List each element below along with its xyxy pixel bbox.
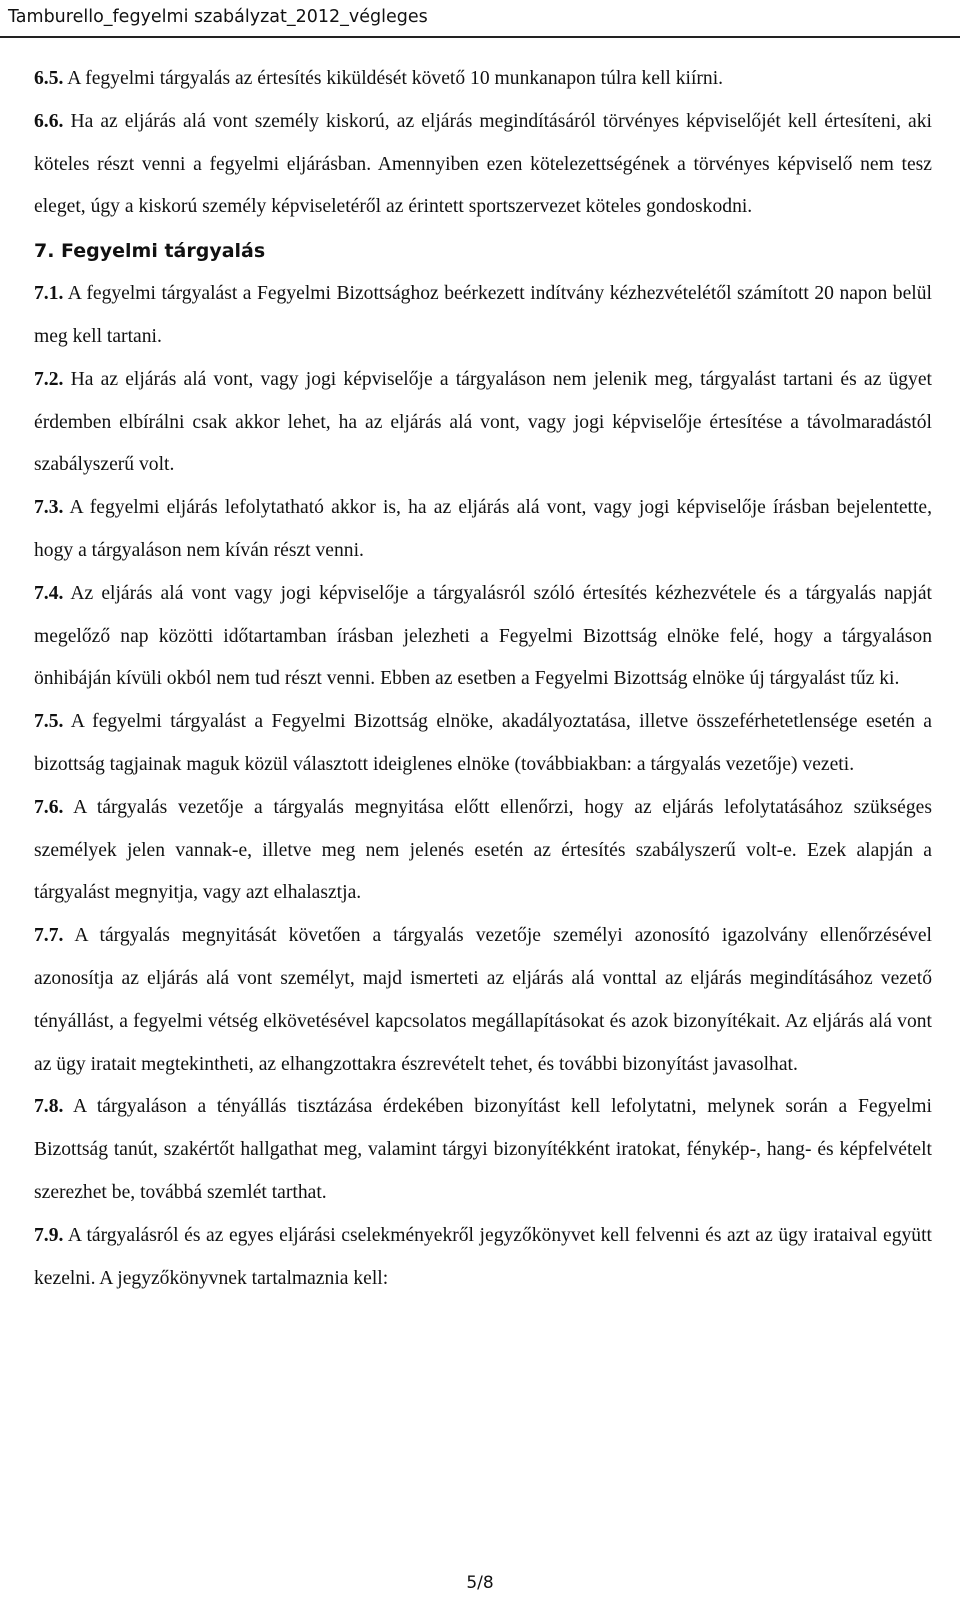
paragraph-number: 7.7. [34, 925, 64, 947]
document-header-title: Tamburello_fegyelmi szabályzat_2012_végleges [8, 7, 428, 27]
paragraph-text: Ha az eljárás alá vont személy kiskorú, az eljárás megindításáról törvényes képviselőjét kell értesíteni, aki köteles részt venni a fegyelmi eljárásban. Amennyiben ezen kötelezettségének a törvényes képviselő nem tesz eleget, úgy a kiskorú személy képviseletéről az érintett sportszervezet köteles gondoskodni. [34, 110, 932, 218]
paragraph-text: A tárgyalás megnyitását követően a tárgyalás vezetője személyi azonosító igazolvány ellenőrzésével azonosítja az eljárás alá vont személyt, majd ismerteti az eljárás alá vonttal az eljárás megindításához vezető tényállást, a fegyelmi vétség elkövetésével kapcsolatos megállapításokat és azok bizonyítékait. Az eljárás alá vont az ügy iratait megtekintheti, az elhangzottakra észrevételt tehet, és további bizonyítást javasolhat. [34, 925, 932, 1075]
paragraph-7-2 [34, 359, 932, 487]
paragraph-text: A tárgyalás vezetője a tárgyalás megnyitása előtt ellenőrzi, hogy az eljárás lefolytatásához szükséges személyek jelen vannak-e, illetve meg nem jelenés esetén az értesítés szabályszerű volt-e. Ezek alapján a tárgyalást megnyitja, vagy azt elhalasztja. [34, 796, 932, 904]
paragraph-6-5 [34, 58, 932, 101]
paragraph-number: 7.5. [34, 711, 64, 733]
section-heading: 7. Fegyelmi tárgyalás [34, 240, 266, 263]
paragraph-number: 7.2. [34, 368, 64, 390]
paragraph-number: 6.6. [34, 110, 64, 132]
paragraph-6-6 [34, 101, 932, 229]
paragraph-text: A fegyelmi eljárás lefolytatható akkor is, ha az eljárás alá vont, vagy jogi képviselője írásban bejelentette, hogy a tárgyaláson nem kíván részt venni. [34, 497, 932, 561]
paragraph-text: Az eljárás alá vont vagy jogi képviselője a tárgyalásról szóló értesítés kézhezvétele és a tárgyalás napját megelőző nap közötti időtartamban írásban jelezheti a Fegyelmi Bizottság elnöke felé, hogy a tárgyaláson önhibáján kívüli okból nem tud részt venni. Ebben az esetben a Fegyelmi Bizottság elnöke új tárgyalást tűz ki. [34, 582, 932, 690]
paragraph-number: 7.1. [34, 283, 64, 305]
paragraph-7-5 [34, 701, 932, 787]
paragraph-number: 7.9. [34, 1224, 64, 1246]
paragraph-text: A fegyelmi tárgyalást a Fegyelmi Bizottsághoz beérkezett indítvány kézhezvételétől számított 20 napon belül meg kell tartani. [34, 283, 932, 347]
paragraph-number: 7.3. [34, 497, 64, 519]
paragraph-7-3 [34, 487, 932, 573]
paragraph-number: 6.5. [34, 68, 64, 89]
paragraph-text: A tárgyalásról és az egyes eljárási cselekményekről jegyzőkönyvet kell felvenni és azt az ügy irataival együtt kezelni. A jegyzőkönyvnek tartalmaznia kell: [34, 1224, 932, 1289]
paragraph-7-7 [34, 915, 932, 1086]
paragraph-number: 7.6. [34, 796, 64, 818]
paragraph-7-9 [34, 1215, 932, 1301]
paragraph-number: 7.8. [34, 1096, 64, 1118]
page-number: 5/8 [466, 1573, 494, 1593]
paragraph-text: A fegyelmi tárgyalás az értesítés kiküldését követő 10 munkanapon túlra kell kiírni. [67, 68, 724, 89]
paragraph-text: Ha az eljárás alá vont, vagy jogi képviselője a tárgyaláson nem jelenik meg, tárgyalást tartani és az ügyet érdemben elbírálni csak akkor lehet, ha az eljárás alá vont, vagy jogi képviselője értesítése a távolmaradástól szabályszerű volt. [34, 368, 932, 476]
paragraph-7-4 [34, 573, 932, 701]
paragraph-7-1 [34, 273, 932, 359]
paragraph-7-8 [34, 1086, 932, 1214]
header-divider [0, 36, 960, 38]
paragraph-text: A fegyelmi tárgyalást a Fegyelmi Bizottság elnöke, akadályoztatása, illetve összeférhetetlensége esetén a bizottság tagjainak maguk közül választott ideiglenes elnöke (továbbiakban: a tárgyalás vezetője) vezeti. [34, 711, 932, 775]
paragraph-number: 7.4. [34, 582, 64, 604]
paragraph-text: A tárgyaláson a tényállás tisztázása érdekében bizonyítást kell lefolytatni, melynek során a Fegyelmi Bizottság tanút, szakértőt hallgathat meg, valamint tárgyi bizonyítékként iratokat, fénykép-, hang- és képfelvételt szerezhet be, továbbá szemlét tarthat. [34, 1096, 932, 1203]
document-body [34, 58, 932, 1300]
paragraph-7-6 [34, 787, 932, 915]
